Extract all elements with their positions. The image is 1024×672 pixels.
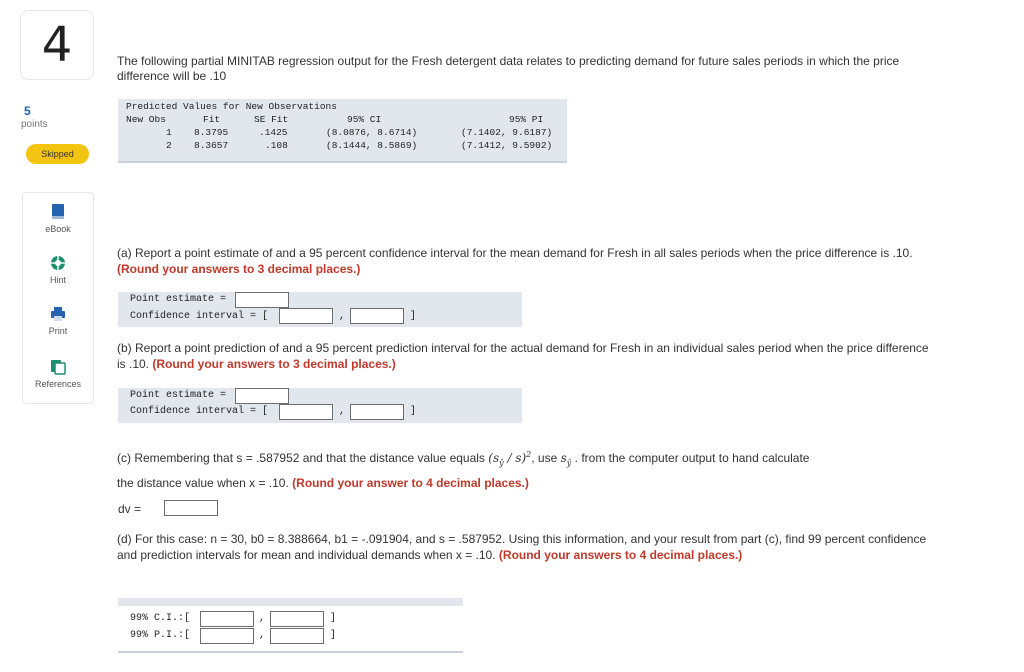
part-a-point-estimate-input[interactable] (235, 292, 289, 308)
question-number-card (20, 10, 94, 80)
col-header-95-pi: 95% PI (509, 114, 544, 125)
book-icon (50, 203, 66, 220)
part-b-comma: , (339, 406, 346, 417)
row-1-fit: 8.3795 (194, 127, 229, 138)
part-c-question (117, 445, 937, 493)
ebook-button[interactable] (23, 203, 93, 234)
question-intro: The following partial MINITAB regression output for the Fresh detergent data relates to predicting demand for future sales periods in which the price difference will be .10 (117, 54, 900, 83)
part-b-lower-input[interactable] (279, 404, 333, 420)
part-a-close-bracket: ] (410, 311, 417, 322)
part-a-instruction: (Round your answers to 3 decimal places.) (117, 262, 361, 276)
part-c-text-5: the distance value when (117, 476, 246, 491)
row-1-pi: (7.1402, 9.6187) (461, 127, 553, 138)
col-header-se-fit: SE Fit (254, 114, 289, 125)
status-badge: Skipped (26, 144, 89, 164)
ci-99-upper-input[interactable] (270, 611, 324, 627)
print-icon (50, 306, 66, 322)
dv-input[interactable] (164, 500, 218, 516)
part-a-point-label: Point estimate = (130, 294, 227, 305)
ebook-label: eBook (45, 224, 71, 234)
row-1-se-fit: .1425 (259, 127, 288, 138)
part-a-lower-input[interactable] (279, 308, 333, 324)
minitab-title: Predicted Values for New Observations (126, 101, 337, 112)
part-b-point-estimate-input[interactable] (235, 388, 289, 404)
part-d-question (117, 531, 937, 563)
hint-label: Hint (49, 275, 66, 285)
part-b-point-label: Point estimate = (130, 390, 227, 401)
distance-value-formula: $(s_ŷ / s)^2$ (488, 450, 532, 468)
part-c-instruction: (Round your answer to 4 decimal places.) (292, 476, 529, 491)
part-d-instruction: (Round your answers to 4 decimal places.) (498, 548, 743, 562)
references-label: References (34, 379, 82, 389)
col-header-new-obs: New Obs (126, 114, 166, 125)
pi-99-comma: , (259, 630, 266, 641)
points-value: 5 (24, 104, 31, 118)
part-d-text: (d) For this case: n = 30, b0 = 8.388664, b1 = -.091904, and s = .587952. Using this information, and your result from part (c), find 99 percent confidence and prediction intervals for mean and individual demands when x = .10. (117, 532, 927, 562)
ci-99-label: 99% C.I.:[ (130, 613, 191, 624)
s-yhat-symbol: $s_ŷ$ (560, 451, 572, 468)
part-a-upper-input[interactable] (350, 308, 404, 324)
part-c-s-value: s = .587952 (236, 451, 300, 465)
hint-button[interactable] (23, 255, 93, 285)
row-2-se-fit: .108 (265, 140, 288, 151)
references-icon (50, 359, 66, 375)
part-b-interval-label: Confidence interval = [ (130, 406, 269, 417)
part-c-text-4: . from the computer output to hand calculate (574, 451, 810, 465)
pi-99-lower-input[interactable] (200, 628, 254, 644)
part-c-text-1: (c) Remembering that (117, 451, 234, 465)
dv-label: dv = (118, 502, 142, 516)
col-header-fit: Fit (203, 114, 221, 125)
col-header-95-ci: 95% CI (347, 114, 382, 125)
row-2-obs: 2 (166, 140, 172, 151)
references-button[interactable] (23, 359, 93, 389)
part-b-text: (b) Report a point prediction of and a 95 percent prediction interval for the actual demand for Fresh in an individual sales period when the price difference is .10. (117, 341, 929, 371)
pi-99-close-bracket: ] (330, 630, 337, 641)
row-1-ci: (8.0876, 8.6714) (326, 127, 418, 138)
row-2-pi: (7.1412, 9.5902) (461, 140, 553, 151)
part-b-upper-input[interactable] (350, 404, 404, 420)
ci-99-comma: , (259, 613, 266, 624)
part-c-x-value: x = .10. (249, 476, 289, 491)
part-b-question (117, 340, 937, 372)
part-a-interval-label: Confidence interval = [ (130, 311, 269, 322)
pi-99-upper-input[interactable] (270, 628, 324, 644)
row-2-ci: (8.1444, 8.5869) (326, 140, 418, 151)
part-c-text-2: and that the distance value equals (302, 451, 485, 465)
part-d-bottom-rule (118, 651, 463, 653)
row-1-obs: 1 (166, 127, 172, 138)
minitab-output (118, 99, 567, 163)
part-b-close-bracket: ] (410, 406, 417, 417)
ci-99-lower-input[interactable] (200, 611, 254, 627)
points-label: points (21, 119, 48, 130)
part-c-text-3: , use (531, 451, 558, 465)
tools-panel (22, 192, 94, 404)
print-label: Print (48, 326, 68, 336)
ci-99-close-bracket: ] (330, 613, 337, 624)
question-number: 4 (41, 17, 73, 73)
row-2-fit: 8.3657 (194, 140, 229, 151)
hint-icon (50, 255, 66, 271)
pi-99-label: 99% P.I.:[ (130, 630, 191, 641)
part-a-text: (a) Report a point estimate of and a 95 percent confidence interval for the mean demand for Fresh in all sales periods when the price difference is .10. (117, 246, 913, 260)
print-button[interactable] (23, 306, 93, 336)
part-a-question (117, 245, 937, 277)
part-b-instruction: (Round your answers to 3 decimal places.) (152, 357, 396, 371)
part-d-header-bar (118, 598, 463, 606)
part-a-comma: , (339, 311, 346, 322)
